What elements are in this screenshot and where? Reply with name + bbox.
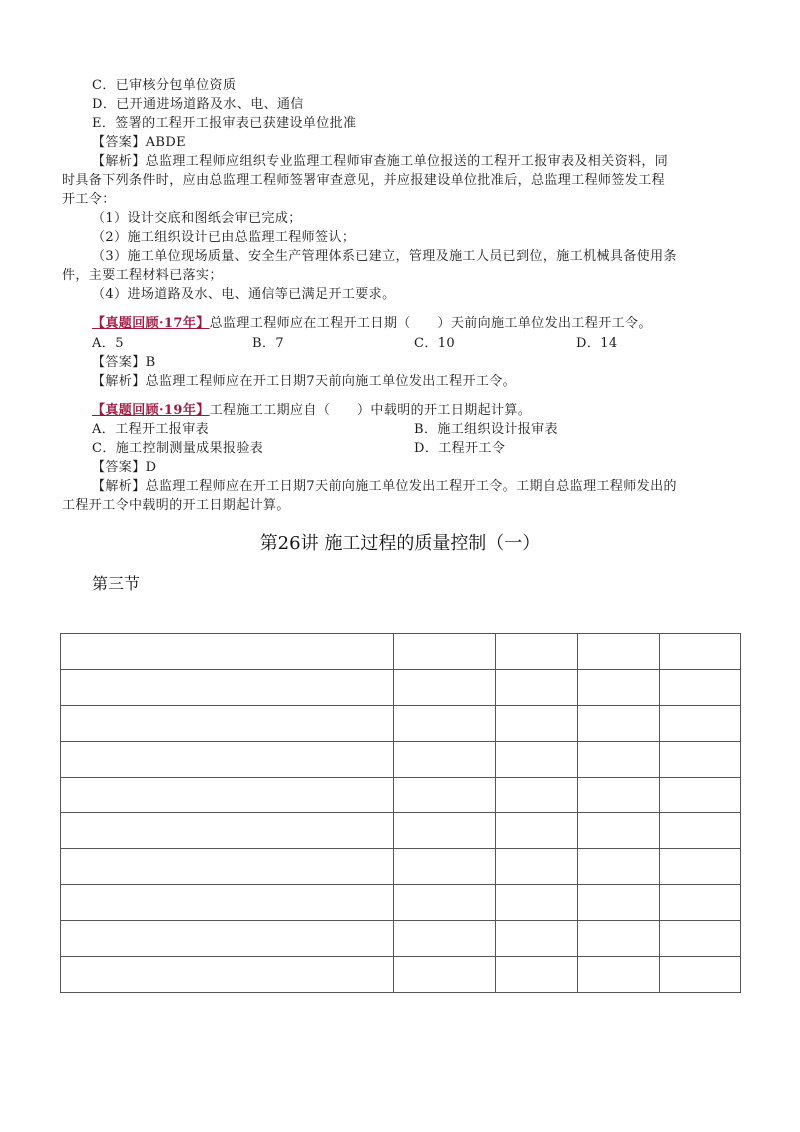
table-cell	[61, 669, 394, 705]
question-2-option-a: A．5	[92, 336, 124, 351]
question-3-option-d: D．工程开工令	[414, 441, 506, 456]
table-cell	[496, 705, 578, 741]
condition-item-1: （1）设计交底和图纸会审已完成；	[92, 211, 302, 226]
table-cell	[496, 849, 578, 885]
table-cell	[578, 921, 660, 957]
explanation-1-line-3: 开工令：	[62, 192, 116, 207]
table-cell	[660, 921, 741, 957]
table-cell	[660, 849, 741, 885]
table-cell	[394, 634, 496, 670]
question-3-option-c: C．施工控制测量成果报验表	[92, 441, 264, 456]
option-e: E．签署的工程开工报审表已获建设单位批准	[92, 116, 357, 131]
table-row	[61, 849, 741, 885]
table-cell	[61, 741, 394, 777]
table-cell	[496, 885, 578, 921]
table-cell	[496, 813, 578, 849]
table-cell	[660, 634, 741, 670]
table-cell	[61, 921, 394, 957]
table-row	[61, 634, 741, 670]
table-cell	[660, 885, 741, 921]
table-row	[61, 921, 741, 957]
empty-table	[60, 633, 741, 993]
table-cell	[660, 777, 741, 813]
question-3-option-b: B．施工组织设计报审表	[414, 422, 558, 437]
question-3-tag: 【真题回顾·19年】	[92, 403, 210, 418]
table-cell	[496, 957, 578, 993]
table-cell	[61, 777, 394, 813]
question-2-tag: 【真题回顾·17年】	[92, 316, 210, 331]
question-3	[92, 403, 531, 419]
table-cell	[578, 669, 660, 705]
table-cell	[394, 741, 496, 777]
table-cell	[578, 705, 660, 741]
question-2-option-b: B．7	[252, 336, 285, 351]
table-cell	[61, 813, 394, 849]
table-cell	[660, 957, 741, 993]
condition-item-3-line-1: （3）施工单位现场质量、安全生产管理体系已建立，管理及施工人员已到位，施工机械具备使用条	[92, 249, 677, 264]
explanation-1-line-2: 时具备下列条件时，应由总监理工程师签署审查意见，并应报建设单位批准后，总监理工程师签发工程	[62, 173, 666, 188]
section-title: 第三节	[92, 574, 141, 593]
table-cell	[578, 849, 660, 885]
table-row	[61, 669, 741, 705]
table-cell	[496, 777, 578, 813]
table-cell	[61, 849, 394, 885]
table-cell	[660, 705, 741, 741]
answer-3: 【答案】D	[92, 460, 157, 475]
table-cell	[496, 741, 578, 777]
table-cell	[578, 777, 660, 813]
question-2-option-d: D．14	[576, 336, 618, 351]
explanation-3-line-2: 工程开工令中载明的开工日期起计算。	[62, 498, 290, 513]
condition-item-4: （4）进场道路及水、电、通信等已满足开工要求。	[92, 287, 396, 302]
table-cell	[394, 669, 496, 705]
table-row	[61, 957, 741, 993]
table-row	[61, 813, 741, 849]
question-3-text: 工程施工工期应自（ ）中载明的开工日期起计算。	[209, 403, 532, 418]
table-cell	[496, 669, 578, 705]
table-cell	[660, 813, 741, 849]
table-cell	[394, 705, 496, 741]
table-row	[61, 705, 741, 741]
question-2-text: 总监理工程师应在工程开工日期（ ）天前向施工单位发出工程开工令。	[209, 316, 652, 331]
table-cell	[578, 741, 660, 777]
explanation-1-line-1: 【解析】总监理工程师应组织专业监理工程师审查施工单位报送的工程开工报审表及相关资料，同	[92, 154, 669, 169]
table-cell	[394, 777, 496, 813]
option-c: C．已审核分包单位资质	[92, 78, 237, 93]
table-cell	[61, 634, 394, 670]
table-cell	[394, 813, 496, 849]
answer-1: 【答案】ABDE	[92, 135, 187, 150]
table-cell	[496, 634, 578, 670]
question-2-option-c: C．10	[414, 336, 456, 351]
condition-item-3-line-2: 件，主要工程材料已落实；	[62, 268, 223, 283]
answer-2: 【答案】B	[92, 355, 156, 370]
explanation-3-line-1: 【解析】总监理工程师应在开工日期7天前向施工单位发出工程开工令。工期自总监理工程师发出的	[92, 479, 677, 494]
question-3-option-a: A．工程开工报审表	[92, 422, 209, 437]
option-d: D．已开通进场道路及水、电、通信	[92, 97, 304, 112]
table-cell	[578, 885, 660, 921]
table-row	[61, 885, 741, 921]
table-cell	[394, 957, 496, 993]
table-cell	[61, 957, 394, 993]
condition-item-2: （2）施工组织设计已由总监理工程师签认；	[92, 230, 356, 245]
table-row	[61, 741, 741, 777]
table-cell	[394, 885, 496, 921]
table-cell	[61, 705, 394, 741]
table-cell	[660, 741, 741, 777]
table-cell	[496, 921, 578, 957]
table-cell	[394, 921, 496, 957]
table-cell	[61, 885, 394, 921]
table-cell	[578, 957, 660, 993]
table-cell	[578, 813, 660, 849]
explanation-2: 【解析】总监理工程师应在开工日期7天前向施工单位发出工程开工令。	[92, 374, 517, 389]
lecture-heading: 第26讲 施工过程的质量控制（一）	[259, 533, 541, 554]
table-cell	[578, 634, 660, 670]
table-cell	[394, 849, 496, 885]
table-cell	[660, 669, 741, 705]
question-2	[92, 316, 652, 332]
table-row	[61, 777, 741, 813]
